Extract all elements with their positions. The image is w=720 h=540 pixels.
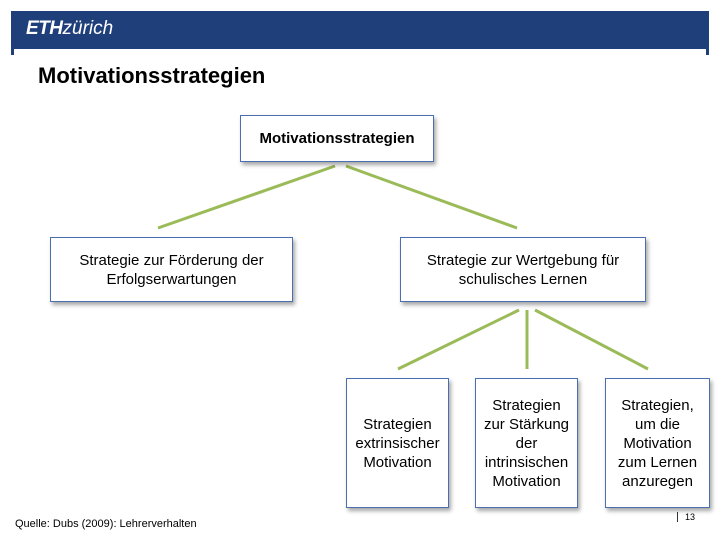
node-wertgebung-lernen: Strategie zur Wertgebung für schulisches Lernen: [400, 237, 646, 302]
page-title: Motivationsstrategien: [38, 63, 266, 88]
node-intrinsische-motivation: Strategien zur Stärkung der intrinsischen Motivation: [475, 378, 578, 508]
node-extrinsische-motivation: Strategien extrinsischer Motivation: [346, 378, 449, 508]
connector-root-left: [158, 166, 335, 228]
page-number: 13: [685, 512, 696, 522]
logo-zurich-text: zürich: [62, 18, 114, 39]
source-citation: Quelle: Dubs (2009): Lehrerverhalten: [15, 518, 197, 530]
logo-eth-text: ETH: [26, 18, 63, 39]
node-foerderung-erfolgserwartungen: Strategie zur Förderung der Erfolgserwartungen: [50, 237, 293, 302]
node-root: Motivationsstrategien: [240, 115, 434, 162]
connector-root-right: [346, 166, 517, 228]
page-separator: [677, 512, 678, 522]
connector-mid-left: [398, 310, 519, 369]
connector-mid-right: [535, 310, 648, 369]
node-motivation-anregen: Strategien, um die Motivation zum Lernen anzuregen: [605, 378, 710, 508]
